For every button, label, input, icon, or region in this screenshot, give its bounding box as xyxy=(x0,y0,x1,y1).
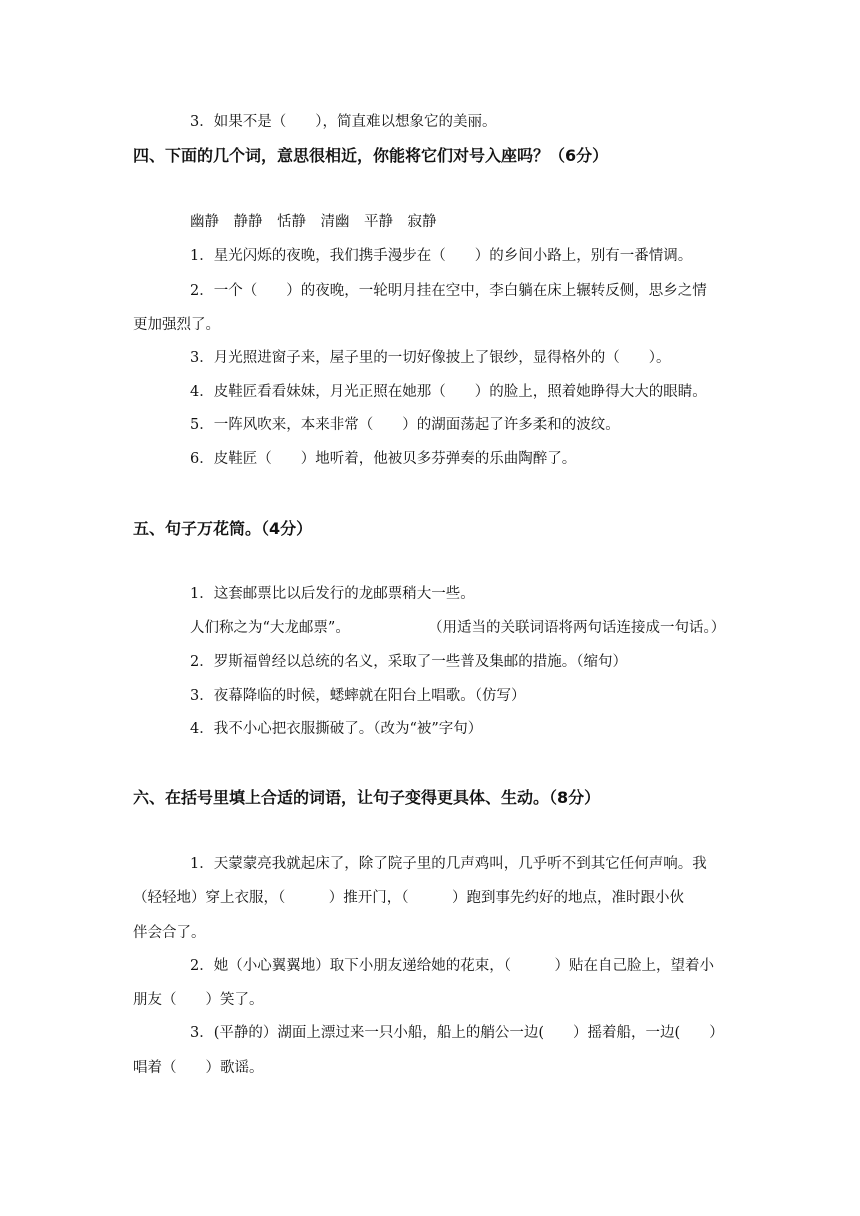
word-bank: 幽静 静静 恬静 清幽 平静 寂静 xyxy=(190,214,437,230)
section-5-heading: 五、句子万花筒。（4分） xyxy=(133,519,313,538)
sec6-item-1: 1．天蒙蒙亮我就起床了，除了院子里的几声鸡叫，几乎听不到其它任何声响。我 xyxy=(190,856,707,872)
question-3-prev: 3．如果不是（ ），简直难以想象它的美丽。 xyxy=(190,114,497,130)
sec4-item-2-cont: 更加强烈了。 xyxy=(133,317,220,333)
sec4-item-6: 6．皮鞋匠（ ）地听着，他被贝多芬弹奏的乐曲陶醉了。 xyxy=(190,451,577,467)
sec4-item-4: 4．皮鞋匠看看妹妹，月光正照在她那（ ）的脸上，照着她睁得大大的眼睛。 xyxy=(190,384,707,400)
sec6-item-2: 2．她（小心翼翼地）取下小朋友递给她的花束，（ ）贴在自己脸上，望着小 xyxy=(190,958,714,974)
sec4-item-1: 1．星光闪烁的夜晚，我们携手漫步在（ ）的乡间小路上，别有一番情调。 xyxy=(190,248,693,264)
sec5-item-3: 3．夜幕降临的时候，蟋蟀就在阳台上唱歌。（仿写） xyxy=(190,688,526,704)
sec5-item-2: 2．罗斯福曾经以总统的名义，采取了一些普及集邮的措施。（缩句） xyxy=(190,654,627,670)
sec5-item-1-cont: 人们称之为“大龙邮票”。 xyxy=(190,620,350,636)
sec6-item-1-end: 伴会合了。 xyxy=(133,925,206,941)
sec6-item-1-cont: （轻轻地）穿上衣服，（ ）推开门，（ ）跑到事先约好的地点，准时跟小伙 xyxy=(133,890,684,906)
sec5-item-1-instruction: （用适当的关联词语将两句话连接成一句话。） xyxy=(428,620,726,636)
sec4-item-2: 2．一个（ ）的夜晚，一轮明月挂在空中，李白躺在床上辗转反侧，思乡之情 xyxy=(190,283,707,299)
sec6-item-3: 3．(平静的）湖面上漂过来一只小船，船上的艄公一边( ）摇着船，一边( ） xyxy=(190,1025,724,1041)
sec6-item-3-cont: 唱着（ ）歌谣。 xyxy=(133,1060,264,1076)
section-6-heading: 六、在括号里填上合适的词语，让句子变得更具体、生动。（8分） xyxy=(133,788,601,807)
sec4-item-3: 3．月光照进窗子来，屋子里的一切好像披上了银纱，显得格外的（ ）。 xyxy=(190,350,671,366)
section-4-heading: 四、下面的几个词，意思很相近，你能将它们对号入座吗？（6分） xyxy=(133,146,609,165)
sec5-item-1: 1．这套邮票比以后发行的龙邮票稍大一些。 xyxy=(190,586,475,602)
sec5-item-4: 4．我不小心把衣服撕破了。（改为“被”字句） xyxy=(190,721,483,737)
sec4-item-5: 5．一阵风吹来，本来非常（ ）的湖面荡起了许多柔和的波纹。 xyxy=(190,417,620,433)
sec6-item-2-cont: 朋友（ ）笑了。 xyxy=(133,992,264,1008)
